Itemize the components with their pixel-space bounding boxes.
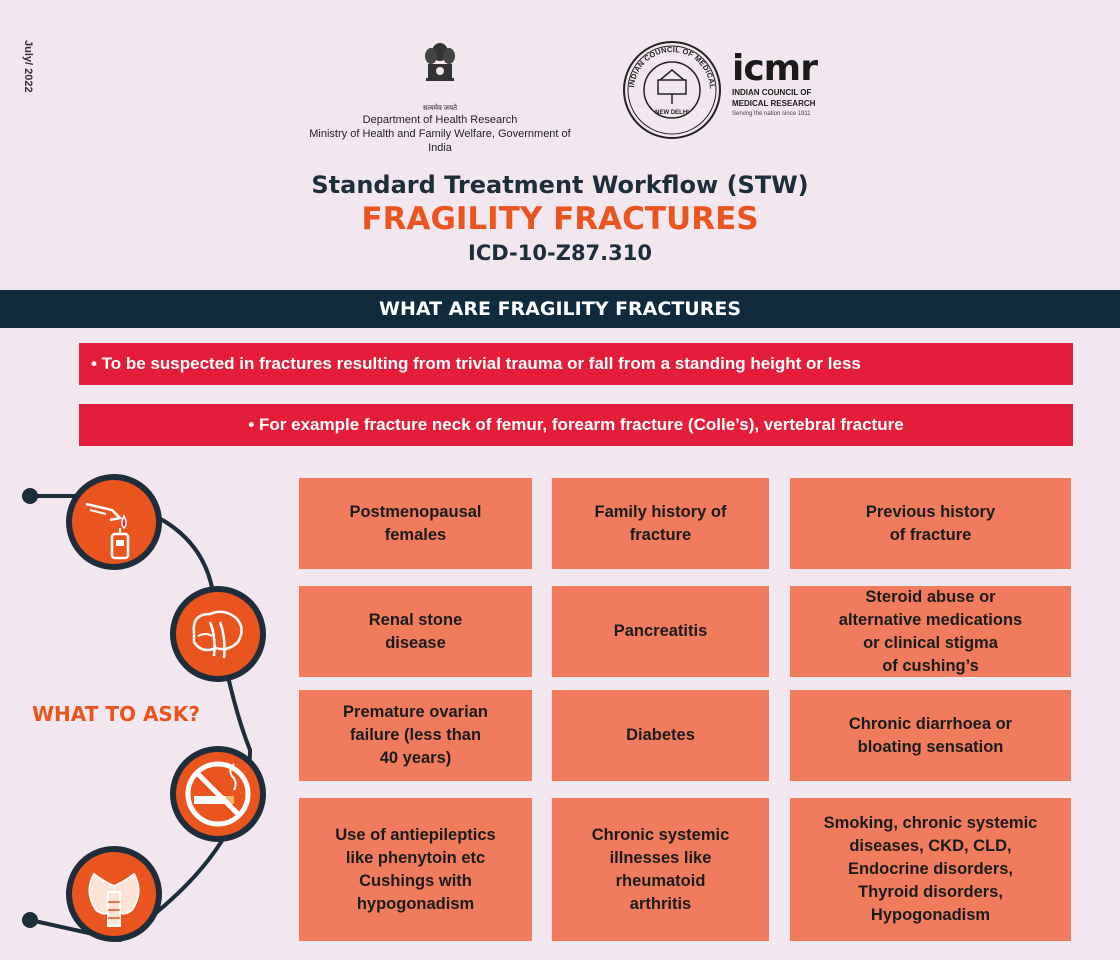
risk-factor-line: Chronic systemic — [591, 825, 730, 844]
risk-factor-line: Previous history — [865, 502, 996, 521]
icmr-logo — [732, 48, 842, 117]
risk-factor-line: Family history of — [594, 502, 727, 521]
department-name: Department of Health Research — [362, 114, 518, 126]
risk-factor-card — [552, 586, 769, 677]
risk-factor-card — [790, 798, 1071, 941]
risk-factor-text — [839, 586, 1022, 678]
risk-factor-card — [299, 690, 532, 781]
definition-bar-2: • For example fracture neck of femur, forearm fracture (Colle’s), vertebral fracture — [79, 404, 1073, 446]
icd-code: ICD-10-Z87.310 — [468, 241, 652, 265]
what-to-ask-label: WHAT TO ASK? — [32, 702, 200, 726]
risk-factor-line: Endocrine disorders, — [847, 860, 1014, 878]
risk-factor-text — [343, 701, 488, 770]
risk-factor-line: rheumatoid — [615, 871, 706, 890]
ministry-name: Ministry of Health and Family Welfare, Government of India — [309, 128, 571, 154]
risk-factor-line: like phenytoin etc — [345, 848, 486, 867]
risk-factor-line: arthritis — [629, 894, 692, 913]
risk-factor-line: females — [384, 525, 447, 544]
risk-factor-line: illnesses like — [609, 848, 712, 867]
risk-factor-line: 40 years) — [379, 749, 452, 767]
risk-factor-line: of fracture — [889, 525, 972, 544]
risk-factor-card — [552, 478, 769, 569]
risk-factor-card — [552, 690, 769, 781]
risk-factor-card — [299, 586, 532, 677]
risk-factor-card — [790, 478, 1071, 569]
seal-city: NEW DELHI — [655, 110, 689, 116]
date-label: July/ 2022 — [22, 40, 34, 93]
emblem-motto: सत्यमेव जयते — [422, 105, 458, 112]
risk-factor-line: fracture — [629, 525, 692, 544]
connector-dot-bottom — [22, 912, 38, 928]
risk-factor-line: Pancreatitis — [613, 622, 708, 640]
risk-factor-text — [626, 724, 695, 747]
risk-factor-line: of cushing’s — [882, 656, 979, 675]
risk-factor-text — [824, 812, 1038, 927]
risk-factor-card — [299, 478, 532, 569]
icmr-logo-text: icmr — [732, 48, 817, 89]
risk-factor-text — [594, 501, 726, 547]
risk-factor-line: bloating sensation — [857, 737, 1004, 756]
glucose-test-icon — [72, 480, 156, 564]
icmr-seal-icon — [622, 40, 722, 140]
seal-text: INDIAN COUNCIL OF MEDICAL — [627, 44, 718, 90]
risk-factor-text — [614, 620, 708, 643]
risk-factor-line: Steroid abuse or — [865, 587, 996, 606]
no-smoking-icon — [176, 752, 260, 836]
no-smoking-circle — [170, 746, 266, 842]
risk-factor-line: Premature ovarian — [343, 703, 488, 721]
risk-factor-line: Thyroid disorders, — [858, 883, 1003, 901]
national-emblem-icon — [420, 38, 460, 98]
risk-factor-text — [592, 824, 730, 916]
risk-factor-line: Postmenopausal — [349, 502, 482, 521]
risk-factor-text — [335, 824, 495, 916]
government-block — [300, 38, 580, 155]
risk-factor-text — [849, 713, 1012, 759]
glucose-test-circle — [66, 474, 162, 570]
risk-factor-line: hypogonadism — [356, 894, 475, 913]
risk-factor-text — [369, 609, 463, 655]
risk-factor-line: disease — [385, 633, 446, 652]
topic-title: FRAGILITY FRACTURES — [361, 201, 759, 237]
title-block — [0, 170, 1120, 268]
risk-factor-line: failure (less than — [349, 726, 482, 744]
svg-text:INDIAN COUNCIL OF MEDICAL RESE — [622, 40, 717, 90]
risk-factor-line: Hypogonadism — [870, 906, 991, 924]
risk-factor-line: Renal stone — [368, 610, 463, 629]
risk-factor-line: Chronic diarrhoea or — [848, 714, 1013, 733]
connector-dot-top — [22, 488, 38, 504]
risk-factor-line: Use of antiepileptics — [335, 825, 496, 844]
risk-factor-line: Cushings with — [359, 871, 472, 890]
pancreas-icon — [176, 592, 260, 676]
risk-factor-line: diseases, CKD, CLD, — [849, 837, 1012, 855]
risk-factor-text — [866, 501, 995, 547]
pancreas-circle — [170, 586, 266, 682]
thyroid-circle — [66, 846, 162, 942]
risk-factor-text — [349, 501, 481, 547]
risk-factor-line: alternative medications — [838, 610, 1023, 629]
risk-factor-card — [790, 690, 1071, 781]
risk-factor-card — [299, 798, 532, 941]
thyroid-icon — [72, 852, 156, 936]
risk-factor-card — [790, 586, 1071, 677]
risk-factor-line: or clinical stigma — [863, 633, 998, 652]
section-heading: WHAT ARE FRAGILITY FRACTURES — [0, 290, 1120, 328]
risk-factor-line: Smoking, chronic systemic — [823, 814, 1038, 832]
icmr-name-line1: INDIAN COUNCIL OF — [732, 88, 812, 97]
icmr-name-line2: MEDICAL RESEARCH — [732, 99, 816, 108]
icmr-tagline: Serving the nation since 1911 — [732, 111, 811, 117]
workflow-title: Standard Treatment Workflow (STW) — [311, 171, 809, 199]
definition-bar-1: • To be suspected in fractures resulting from trivial trauma or fall from a standing height or less — [79, 343, 1073, 385]
risk-factor-line: Diabetes — [626, 726, 695, 744]
risk-factor-card — [552, 798, 769, 941]
